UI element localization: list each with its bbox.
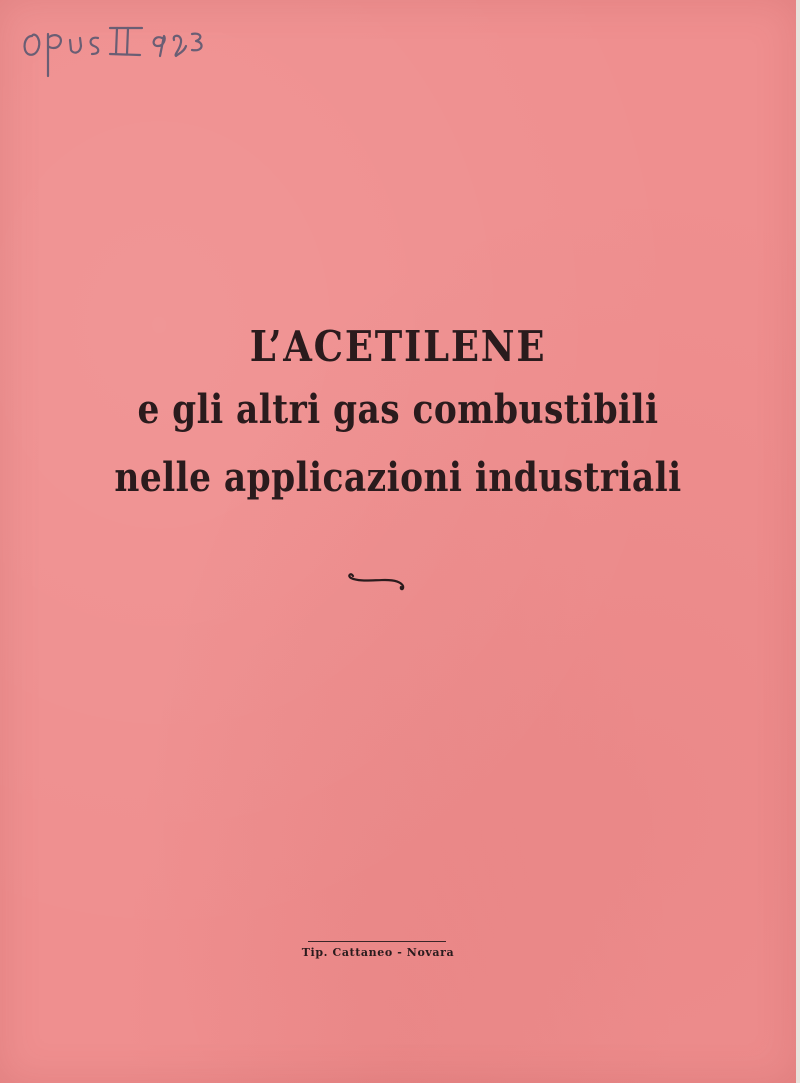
imprint-rule [308,941,446,942]
title-main: L’ACETILENE [249,322,547,371]
flourish-ornament-icon [345,566,409,594]
title-subtitle-line1: e gli altri gas combustibili [137,386,659,433]
handwritten-inscription [18,0,218,78]
inscription-text: Opus II 903 [18,0,95,14]
printer-imprint: Tip. Cattaneo - Novara [301,946,455,959]
title-subtitle-line2: nelle applicazioni industriali [114,454,682,501]
title-block [0,318,796,512]
page-edge [796,0,800,1083]
